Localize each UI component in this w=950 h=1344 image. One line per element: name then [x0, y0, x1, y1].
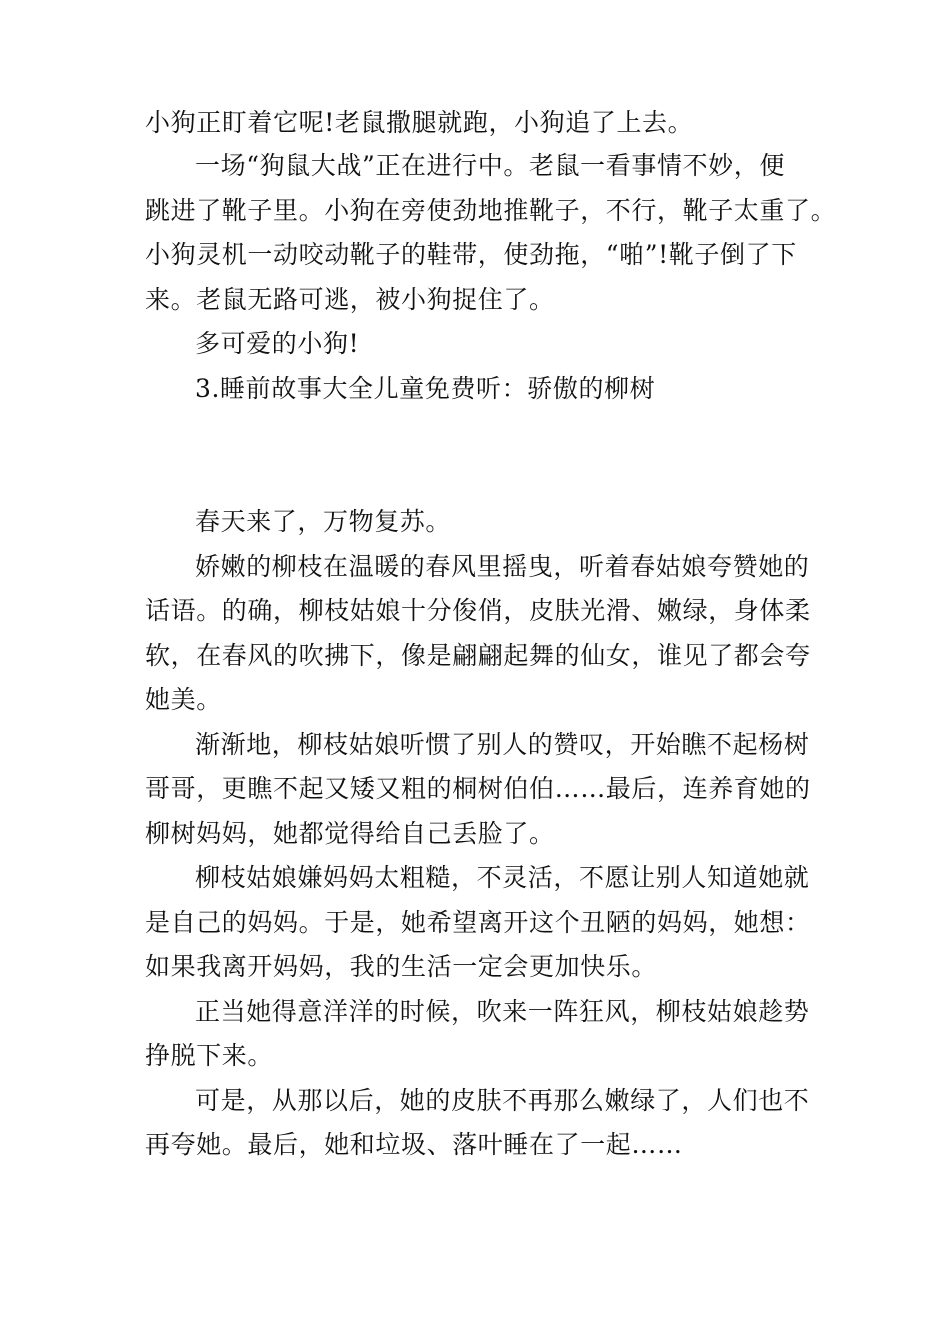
text-line: 她美。 — [145, 685, 222, 714]
text-line: 多可爱的小狗! — [195, 329, 360, 358]
text-line: 是自己的妈妈。于是，她希望离开这个丑陋的妈妈，她想： — [145, 908, 811, 937]
text-line: 软，在春风的吹拂下，像是翩翩起舞的仙女，谁见了都会夸 — [145, 641, 811, 670]
section-heading: 3.睡前故事大全儿童免费听：骄傲的柳树 — [195, 374, 656, 403]
text-line: 如果我离开妈妈，我的生活一定会更加快乐。 — [145, 952, 658, 981]
text-line: 柳树妈妈，她都觉得给自己丢脸了。 — [145, 819, 555, 848]
text-line: 跳进了靴子里。小狗在旁使劲地推靴子，不行，靴子太重了。 — [145, 196, 837, 225]
text-line: 春天来了，万物复苏。 — [195, 507, 452, 536]
text-line: 正当她得意洋洋的时候，吹来一阵狂风，柳枝姑娘趁势 — [195, 997, 810, 1026]
text-line: 再夸她。最后，她和垃圾、落叶睡在了一起…… — [145, 1130, 683, 1159]
text-line: 可是，从那以后，她的皮肤不再那么嫩绿了，人们也不 — [195, 1086, 810, 1115]
text-line: 小狗灵机一动咬动靴子的鞋带，使劲拖，“啪”!靴子倒了下 — [145, 240, 797, 269]
text-line: 柳枝姑娘嫌妈妈太粗糙，不灵活，不愿让别人知道她就 — [195, 863, 810, 892]
text-line: 渐渐地，柳枝姑娘听惯了别人的赞叹，开始瞧不起杨树 — [195, 730, 810, 759]
text-line: 一场“狗鼠大战”正在进行中。老鼠一看事情不妙，便 — [195, 151, 785, 180]
text-line: 话语。的确，柳枝姑娘十分俊俏，皮肤光滑、嫩绿，身体柔 — [145, 596, 811, 625]
text-line: 哥哥，更瞧不起又矮又粗的桐树伯伯……最后，连养育她的 — [145, 774, 811, 803]
text-line: 小狗正盯着它呢!老鼠撒腿就跑，小狗追了上去。 — [145, 108, 694, 137]
text-line: 来。老鼠无路可逃，被小狗捉住了。 — [145, 285, 555, 314]
text-line: 娇嫩的柳枝在温暖的春风里摇曳，听着春姑娘夸赞她的 — [195, 552, 810, 581]
text-line: 挣脱下来。 — [145, 1041, 274, 1070]
